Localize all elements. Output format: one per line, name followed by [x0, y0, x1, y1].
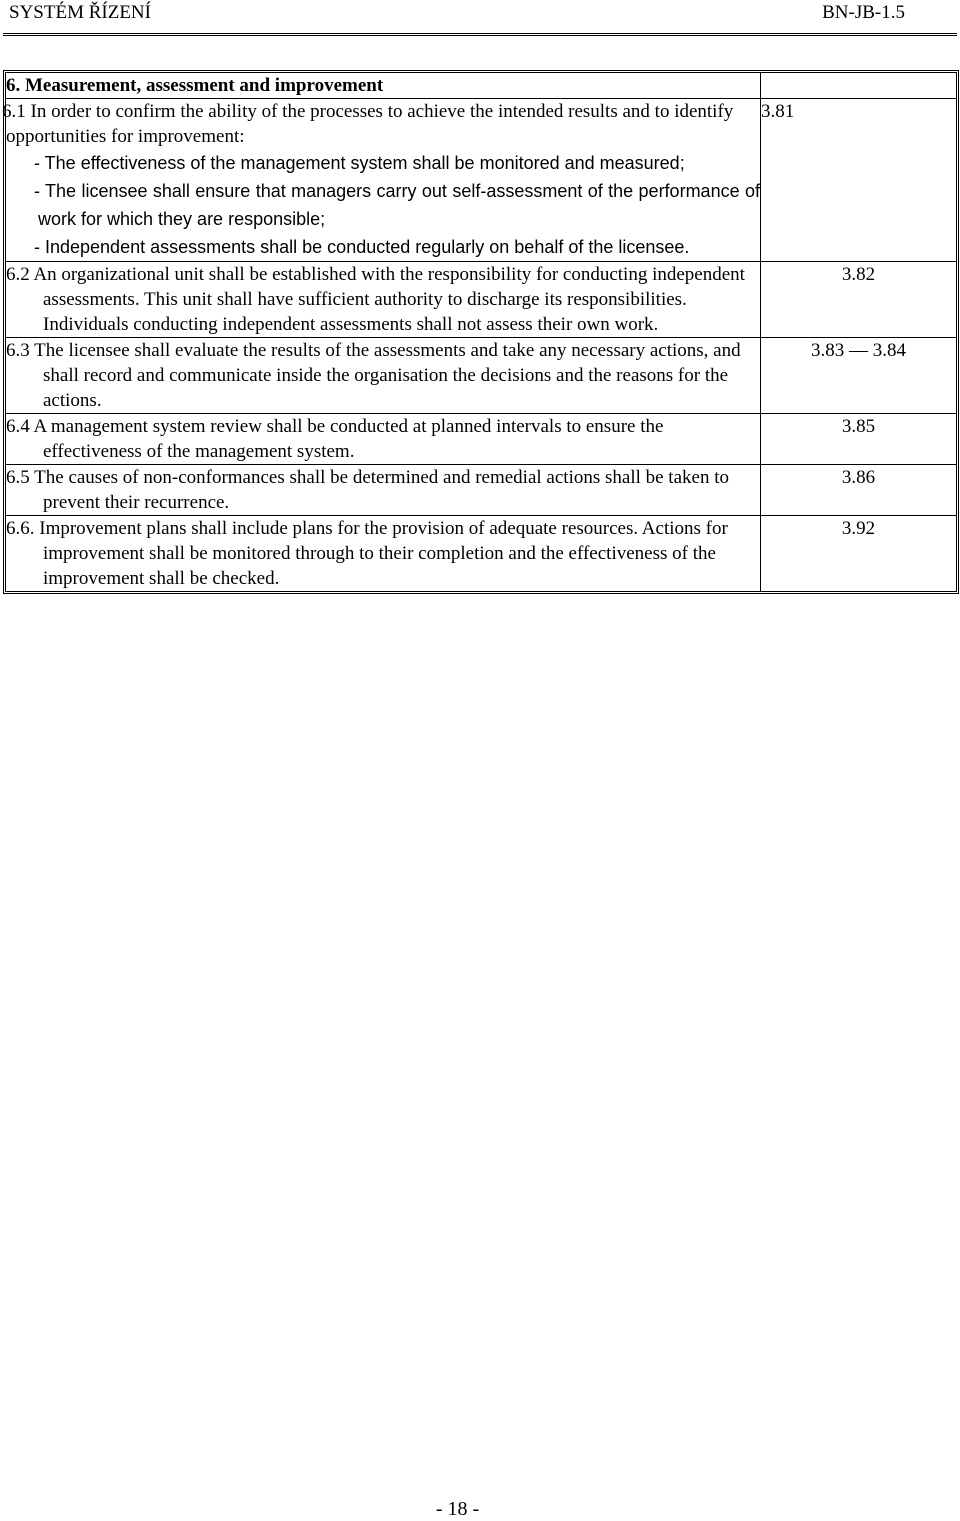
section-6-2 — [6, 262, 761, 338]
section-6-6-ref: 3.92 — [841, 518, 876, 539]
table-row — [6, 99, 956, 262]
title-ref-cell — [761, 73, 956, 99]
section-6-4-text: 6.4 A management system review shall be conducted at planned intervals to ensure the effectiveness of the management system. — [6, 416, 664, 462]
bullet-item: - Independent assessments shall be conducted regularly on behalf of the licensee. — [34, 237, 690, 257]
section-6-1-ref: 3.81 — [761, 99, 956, 262]
table-row — [6, 516, 956, 591]
section-6-3 — [6, 338, 761, 414]
section-6-5-ref: 3.86 — [761, 465, 956, 516]
header-rule — [3, 33, 957, 36]
section-6-6 — [6, 516, 761, 591]
table-row — [6, 414, 956, 465]
section-6-5 — [6, 465, 761, 516]
table-row — [6, 262, 956, 338]
requirements-table — [3, 70, 959, 594]
table-row — [6, 73, 956, 99]
section-6-3-text: 6.3 The licensee shall evaluate the results of the assessments and take any necessary actions, and shall record and communicate inside the organisation the decisions and the reasons for the actions. — [6, 340, 741, 411]
section-title: 6. Measurement, assessment and improvement — [6, 73, 761, 99]
section-6-1-intro: 6.1 In order to confirm the ability of the processes to achieve the intended results and to identify opportunities for improvement: — [2, 101, 734, 147]
section-6-2-text: 6.2 An organizational unit shall be established with the responsibility for conducting independent assessments. This unit shall have sufficient authority to discharge its responsibilities. Individuals conducting independent assessments shall not assess their own work. — [6, 264, 745, 335]
section-6-4 — [6, 414, 761, 465]
page-number: - 18 - — [435, 1498, 480, 1520]
table-row — [6, 465, 956, 516]
section-6-2-ref: 3.82 — [761, 262, 956, 338]
section-6-3-ref: 3.83 — 3.84 — [761, 338, 956, 414]
header-left: SYSTÉM ŘÍZENÍ — [9, 2, 151, 23]
bullet-item: - The licensee shall ensure that managers carry out self-assessment of the performance of work for which they are responsible; — [34, 181, 760, 229]
table-row — [6, 338, 956, 414]
section-6-1 — [2, 99, 761, 262]
section-6-4-ref: 3.85 — [761, 414, 956, 465]
section-6-5-text: 6.5 The causes of non-conformances shall be determined and remedial actions shall be taken to prevent their recurrence. — [6, 467, 729, 513]
section-6-6-text: 6.6. Improvement plans shall include plans for the provision of adequate resources. Actions for improvement shall be monitored through to their completion and the effectiveness of the improvement shall be checked. — [6, 518, 728, 589]
header-right: BN-JB-1.5 — [822, 2, 905, 23]
bullet-item: - The effectiveness of the management system shall be monitored and measured; — [34, 153, 685, 173]
